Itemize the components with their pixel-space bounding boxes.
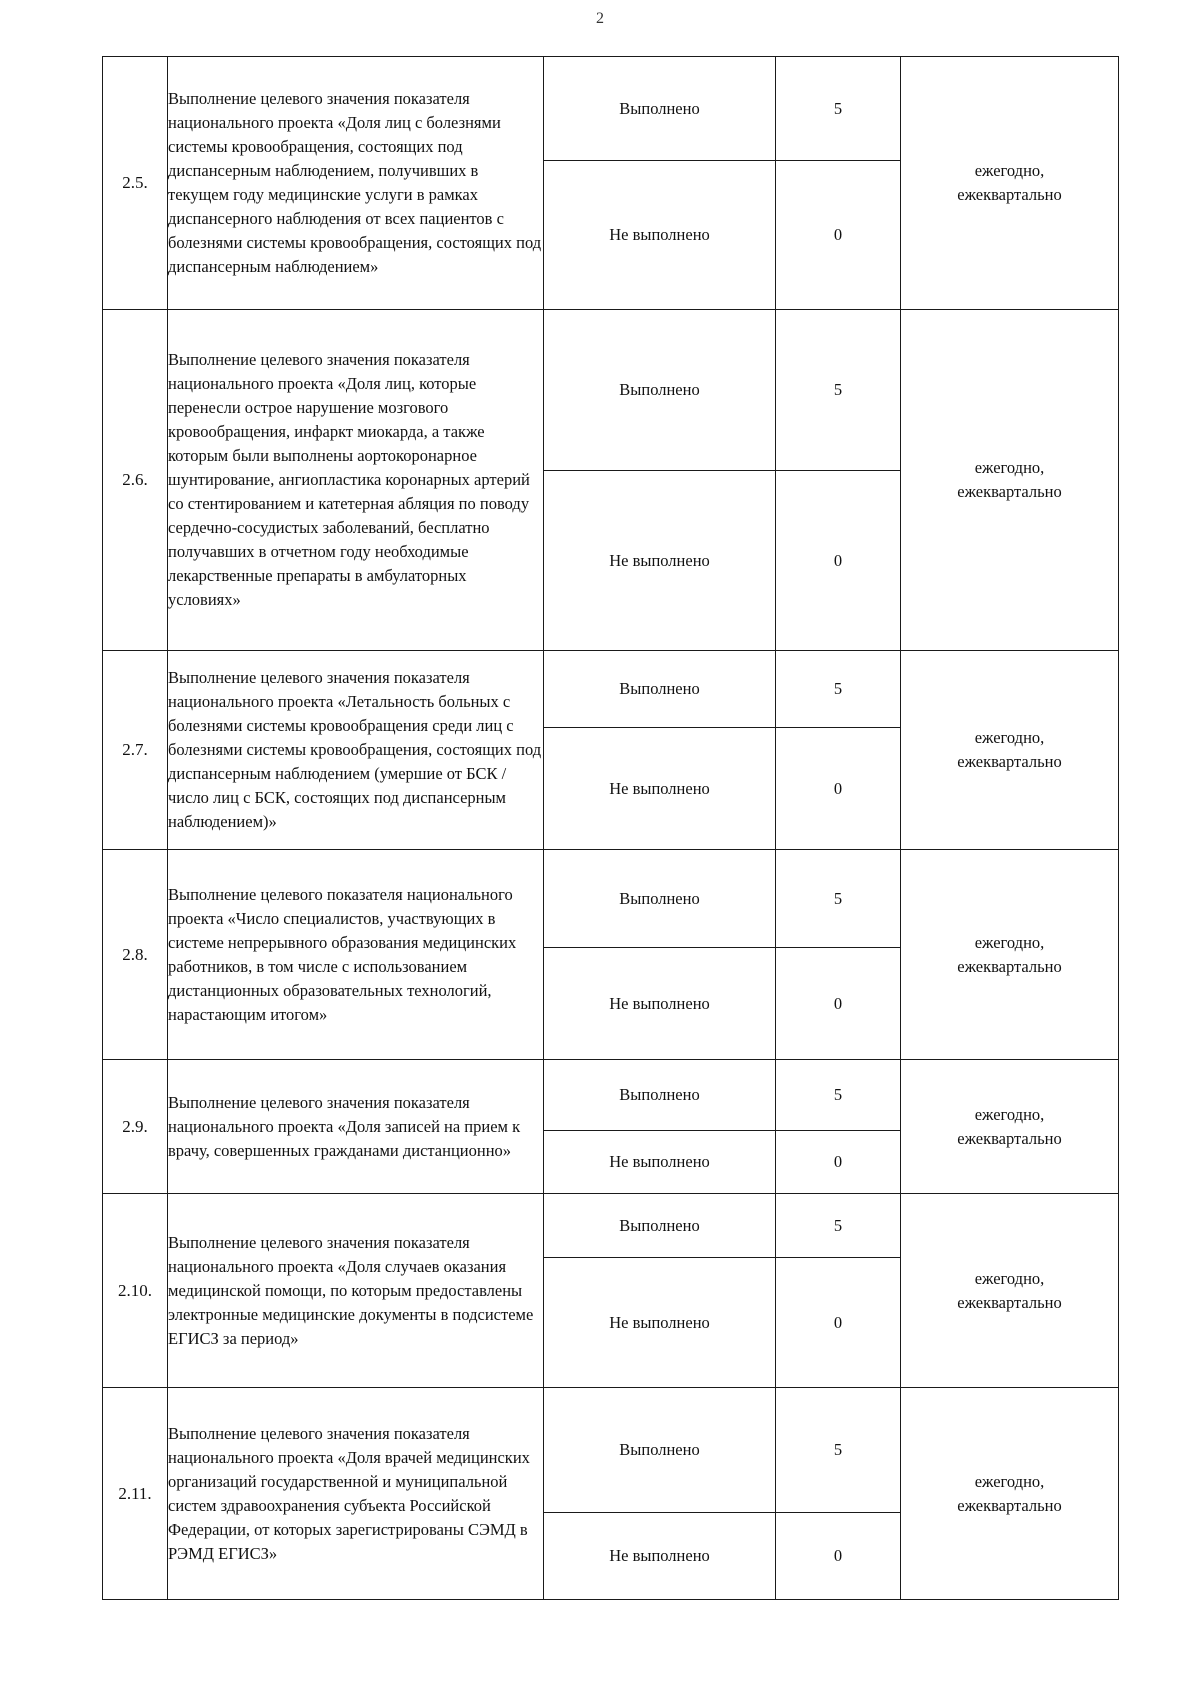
table-row [103, 1388, 1119, 1513]
frequency-line-1: ежегодно, [974, 1268, 1045, 1288]
score-not-done: 0 [776, 161, 901, 310]
indicator-description: Выполнение целевого показателя национального проекта «Число специалистов, участвующих в системе непрерывного образования медицинских работников, в том числе с использованием дистанционных образовательных технологий, нарастающим итогом» [168, 850, 544, 1060]
result-done: Выполнено [544, 850, 776, 948]
frequency-line-1: ежегодно, [974, 1471, 1045, 1491]
indicator-description: Выполнение целевого значения показателя национального проекта «Доля лиц, которые перенесли острое нарушение мозгового кровообращения, инфаркт миокарда, а также которым были выполнены аортокоронарное шунтирование, ангиопластика коронарных артерий со стентированием и катетерная абляция по поводу сердечно-сосудистых заболеваний, бесплатно получавших в отчетном году необходимые лекарственные препараты в амбулаторных условиях» [168, 310, 544, 651]
score-done: 5 [776, 57, 901, 161]
result-done: Выполнено [544, 1060, 776, 1131]
table-row [103, 57, 1119, 161]
result-done: Выполнено [544, 1388, 776, 1513]
result-done: Выполнено [544, 310, 776, 471]
result-not-done: Не выполнено [544, 1131, 776, 1194]
frequency [901, 310, 1119, 651]
frequency [901, 850, 1119, 1060]
score-done: 5 [776, 850, 901, 948]
row-number: 2.9. [103, 1060, 168, 1194]
page-number: 2 [596, 10, 604, 27]
table-row [103, 310, 1119, 471]
score-done: 5 [776, 1388, 901, 1513]
table-row [103, 1194, 1119, 1258]
frequency [901, 1194, 1119, 1388]
result-not-done: Не выполнено [544, 728, 776, 850]
row-number: 2.7. [103, 651, 168, 850]
score-done: 5 [776, 651, 901, 728]
frequency-line-1: ежегодно, [974, 458, 1045, 477]
frequency [901, 1060, 1119, 1194]
result-not-done: Не выполнено [544, 161, 776, 310]
frequency [901, 651, 1119, 850]
score-done: 5 [776, 310, 901, 471]
frequency-line-2: ежеквартально [957, 185, 1062, 204]
score-done: 5 [776, 1194, 901, 1258]
result-not-done: Не выполнено [544, 1258, 776, 1388]
row-number: 2.10. [103, 1194, 168, 1388]
indicator-description: Выполнение целевого значения показателя национального проекта «Летальность больных с болезнями системы кровообращения среди лиц с болезнями системы кровообращения, состоящих под диспансерным наблюдением (умершие от БСК / число лиц с БСК, состоящих под диспансерным наблюдением)» [168, 651, 544, 850]
row-number: 2.8. [103, 850, 168, 1060]
row-number: 2.5. [103, 57, 168, 310]
score-not-done: 0 [776, 948, 901, 1060]
frequency-line-2: ежеквартально [957, 1495, 1062, 1515]
score-not-done: 0 [776, 1131, 901, 1194]
score-not-done: 0 [776, 471, 901, 651]
table-row [103, 651, 1119, 728]
result-not-done: Не выполнено [544, 948, 776, 1060]
result-done: Выполнено [544, 57, 776, 161]
score-not-done: 0 [776, 1258, 901, 1388]
score-done: 5 [776, 1060, 901, 1131]
frequency-line-1: ежегодно, [974, 932, 1045, 952]
frequency-line-2: ежеквартально [957, 752, 1062, 771]
score-not-done: 0 [776, 1513, 901, 1600]
indicator-description: Выполнение целевого значения показателя национального проекта «Доля врачей медицинских организаций государственной и муниципальной систем здравоохранения субъекта Российской Федерации, от которых зарегистрированы СЭМД в РЭМД ЕГИСЗ» [168, 1388, 544, 1600]
frequency-line-2: ежеквартально [957, 1128, 1062, 1148]
frequency-line-1: ежегодно, [974, 161, 1045, 180]
indicator-description: Выполнение целевого значения показателя национального проекта «Доля записей на прием к врачу, совершенных гражданами дистанционно» [168, 1060, 544, 1194]
score-not-done: 0 [776, 728, 901, 850]
row-number: 2.11. [103, 1388, 168, 1600]
frequency-line-2: ежеквартально [957, 1292, 1062, 1312]
frequency [901, 1388, 1119, 1600]
indicators-table [102, 56, 1119, 1600]
result-done: Выполнено [544, 1194, 776, 1258]
row-number: 2.6. [103, 310, 168, 651]
result-not-done: Не выполнено [544, 1513, 776, 1600]
frequency-line-1: ежегодно, [974, 728, 1045, 747]
frequency-line-2: ежеквартально [957, 482, 1062, 501]
table-row [103, 850, 1119, 948]
table-row [103, 1060, 1119, 1131]
result-not-done: Не выполнено [544, 471, 776, 651]
frequency-line-1: ежегодно, [974, 1104, 1045, 1124]
frequency [901, 57, 1119, 310]
indicator-description: Выполнение целевого значения показателя национального проекта «Доля случаев оказания медицинской помощи, по которым предоставлены электронные медицинские документы в подсистеме ЕГИСЗ за период» [168, 1194, 544, 1388]
indicator-description: Выполнение целевого значения показателя национального проекта «Доля лиц с болезнями системы кровообращения, состоящих под диспансерным наблюдением, получивших в текущем году медицинские услуги в рамках диспансерного наблюдения от всех пациентов с болезнями системы кровообращения, состоящих под диспансерным наблюдением» [168, 57, 544, 310]
result-done: Выполнено [544, 651, 776, 728]
frequency-line-2: ежеквартально [957, 956, 1062, 976]
